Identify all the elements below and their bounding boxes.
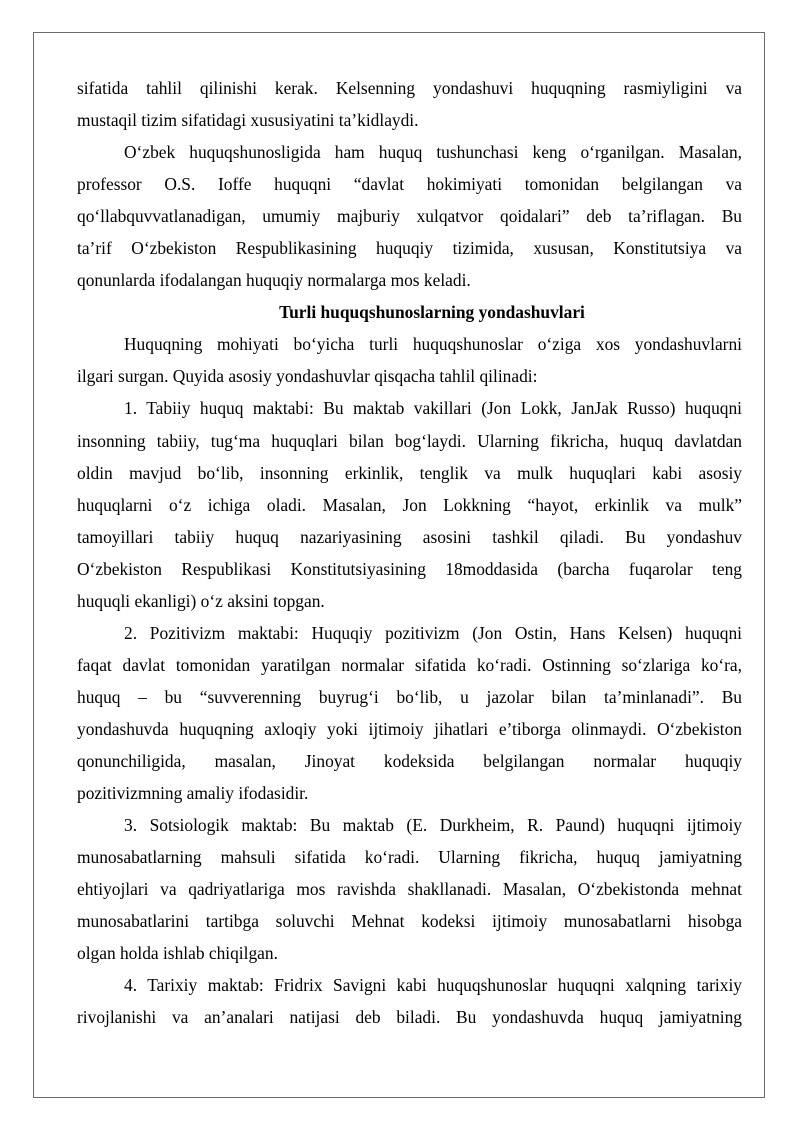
text-line: mustaqil tizim sifatidagi xususiyatini ta’kidlaydi. [77,110,419,131]
text-line: huquqli ekanligi) o‘z aksini topgan. [77,590,325,611]
text-line: yondashuvda huquqning axloqiy yoki ijtimoiy jihatlari e’tiborga olinmaydi. O‘zbekiston [77,718,742,739]
page-content [77,72,742,1033]
text-line: munosabatlarini tartibga soluvchi Mehnat kodeksi ijtimoiy munosabatlarni hisobga [77,911,742,932]
text-line: ilgari surgan. Quyida asosiy yondashuvlar qisqacha tahlil qilinadi: [77,366,538,387]
section-heading: Turli huquqshunoslarning yondashuvlari [279,302,585,323]
text-line: 3. Sotsiologik maktab: Bu maktab (E. Durkheim, R. Paund) huquqni ijtimoiy [124,815,742,836]
paragraph-continuation [77,72,742,136]
paragraph-uzbek-jurisprudence [77,136,742,296]
paragraph-sociological [77,809,742,969]
paragraph-intro-approaches [77,328,742,392]
text-line: qonunlarda ifodalangan huquqiy normalarga mos keladi. [77,270,471,291]
text-line: ehtiyojlari va qadriyatlariga mos ravishda shakllanadi. Masalan, O‘zbekistonda mehnat [77,879,742,900]
text-line: O‘zbekiston Respublikasi Konstitutsiyasining 18moddasida (barcha fuqarolar teng [77,558,742,579]
text-line: ta’rif O‘zbekiston Respublikasining huquqiy tizimida, xususan, Konstitutsiya va [77,238,742,259]
text-line: oldin mavjud bo‘lib, insonning erkinlik, tenglik va mulk huquqlari kabi asosiy [77,462,742,483]
paragraph-positivism [77,617,742,809]
text-line: 2. Pozitivizm maktabi: Huquqiy pozitivizm (Jon Ostin, Hans Kelsen) huquqni [124,622,742,643]
text-line: huquq – bu “suvverenning buyrug‘i bo‘lib, u jazolar bilan ta’minlanadi”. Bu [77,686,742,707]
text-line: qo‘llabquvvatlanadigan, umumiy majburiy xulqatvor qoidalari” deb ta’riflagan. Bu [77,206,742,227]
text-line: faqat davlat tomonidan yaratilgan normalar sifatida ko‘radi. Ostinning so‘zlariga ko‘ra, [77,654,742,675]
text-line: huquqlarni o‘z ichiga oladi. Masalan, Jon Lokkning “hayot, erkinlik va mulk” [77,494,742,515]
text-line: 4. Tarixiy maktab: Fridrix Savigni kabi huquqshunoslar huquqni xalqning tarixiy [124,975,742,996]
text-line: sifatida tahlil qilinishi kerak. Kelsenning yondashuvi huquqning rasmiyligini va [77,78,742,98]
text-line: Huquqning mohiyati bo‘yicha turli huquqshunoslar o‘ziga xos yondashuvlarni [124,334,742,355]
text-line: tamoyillari tabiiy huquq nazariyasining asosini tashkil qiladi. Bu yondashuv [77,526,742,547]
text-line: 1. Tabiiy huquq maktabi: Bu maktab vakillari (Jon Lokk, JanJak Russo) huquqni [124,398,742,419]
text-line: pozitivizmning amaliy ifodasidir. [77,783,309,804]
text-line: olgan holda ishlab chiqilgan. [77,943,278,964]
text-line: qonunchiligida, masalan, Jinoyat kodeksida belgilangan normalar huquqiy [77,750,742,771]
text-line: insonning tabiiy, tug‘ma huquqlari bilan bog‘laydi. Ularning fikricha, huquq davlatdan [77,430,742,451]
text-line: munosabatlarning mahsuli sifatida ko‘radi. Ularning fikricha, huquq jamiyatning [77,847,742,868]
text-line: professor O.S. Ioffe huquqni “davlat hokimiyati tomonidan belgilangan va [77,174,742,195]
text-line: O‘zbek huquqshunosligida ham huquq tushunchasi keng o‘rganilgan. Masalan, [124,142,742,163]
text-line: rivojlanishi va an’analari natijasi deb biladi. Bu yondashuvda huquq jamiyatning [77,1007,742,1028]
paragraph-historical [77,969,742,1033]
paragraph-natural-law [77,392,742,616]
